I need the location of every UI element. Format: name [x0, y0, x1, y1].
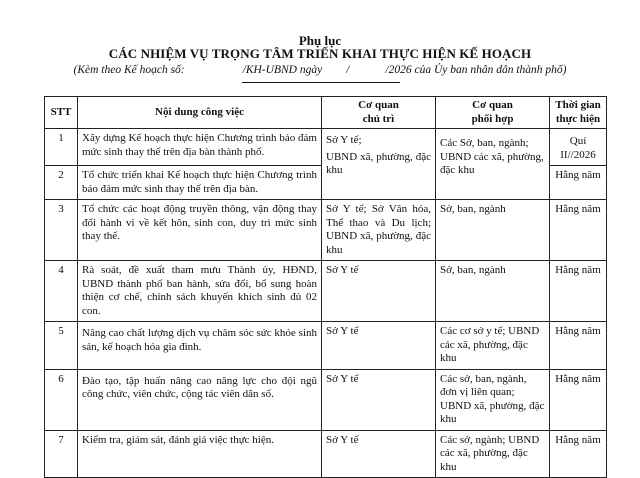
title-underline	[242, 82, 400, 83]
subtitle-number: /KH-UBND ngày	[242, 64, 323, 76]
table-row	[45, 261, 607, 322]
row-stt: 6	[45, 369, 78, 430]
row-coop-agency: Các sở, ngành; UBND các xã, phường, đặc khu	[436, 430, 550, 478]
table-row	[45, 322, 607, 370]
row-stt: 4	[45, 261, 78, 322]
row-lead-line1: Sở Y tế;	[326, 134, 362, 146]
header-time-line2: thực hiện	[555, 112, 601, 125]
table-header-row	[45, 97, 607, 129]
subtitle-prefix: (Kèm theo Kế hoạch số:	[73, 64, 185, 76]
header-coop-line2: phối hợp	[471, 112, 514, 125]
row-time: Hằng năm	[550, 261, 607, 322]
header-lead-agency	[322, 97, 436, 129]
row-content: Rà soát, đề xuất tham mưu Thành ủy, HĐND, UBND thành phố ban hành, sửa đổi, bổ sung hoàn thiện cơ chế, chính sách khuyến khích sinh đủ 02 con.	[78, 261, 322, 322]
row-coop-agency: Sở, ban, ngành	[436, 261, 550, 322]
row-stt: 2	[45, 166, 78, 200]
row-content: Xây dựng Kế hoạch thực hiện Chương trình bảo đảm mức sinh thay thế trên địa bàn thành phố.	[78, 129, 322, 166]
subtitle-slash: /	[346, 64, 350, 76]
row-lead-agency: Sở Y tế	[322, 322, 436, 370]
row-stt: 1	[45, 129, 78, 166]
subtitle-suffix: /2026 của Ủy ban nhân dân thành phố)	[385, 64, 567, 76]
header-time	[550, 97, 607, 129]
header-time-line1: Thời gian	[555, 99, 601, 111]
header-lead-line2: chủ trì	[362, 112, 395, 125]
row-stt: 3	[45, 200, 78, 261]
header-coop-agency	[436, 97, 550, 129]
table-row	[45, 430, 607, 478]
row-content: Đào tạo, tập huấn nâng cao năng lực cho đội ngũ công chức, viên chức, cộng tác viên dân số.	[78, 369, 322, 430]
header-coop-line1: Cơ quan	[472, 99, 513, 111]
row-coop-agency: Các Sở, ban, ngành; UBND các xã, phường, đặc khu	[436, 129, 550, 200]
row-content: Kiểm tra, giám sát, đánh giá việc thực hiện.	[78, 430, 322, 478]
document-subtitle	[0, 64, 640, 76]
row-time: Hằng năm	[550, 430, 607, 478]
row-content: Tổ chức triển khai Kế hoạch thực hiện Chương trình bảo đảm mức sinh thay thế trên địa bàn.	[78, 166, 322, 200]
row-time: Hằng năm	[550, 166, 607, 200]
row-lead-line2: UBND xã, phường, đặc khu	[326, 150, 431, 176]
row-lead-agency	[322, 129, 436, 200]
row-lead-agency: Sở Y tế	[322, 261, 436, 322]
appendix-label: Phụ lục	[298, 33, 342, 48]
row-coop-agency: Các cơ sở y tế; UBND các xã, phường, đặc khu	[436, 322, 550, 370]
row-time: Hằng năm	[550, 322, 607, 370]
header-content: Nội dung công việc	[78, 97, 322, 129]
document-title: CÁC NHIỆM VỤ TRỌNG TÂM TRIỂN KHAI THỰC HIỆN KẾ HOẠCH	[108, 46, 532, 61]
tasks-table	[44, 96, 607, 478]
header-lead-line1: Cơ quan	[358, 99, 399, 111]
row-content: Tổ chức các hoạt động truyền thông, vận động thay đổi hành vi về kết hôn, sinh con, duy trì mức sinh thay thế.	[78, 200, 322, 261]
row-lead-agency: Sở Y tế; Sở Văn hóa, Thể thao và Du lịch; UBND xã, phường, đặc khu	[322, 200, 436, 261]
row-time: Hằng năm	[550, 200, 607, 261]
row-stt: 7	[45, 430, 78, 478]
header-stt: STT	[45, 97, 78, 129]
row-stt: 5	[45, 322, 78, 370]
row-time: Quí II//2026	[550, 129, 607, 166]
table-row	[45, 369, 607, 430]
row-coop-agency: Các sở, ban, ngành, đơn vị liên quan; UBND xã, phường, đặc khu	[436, 369, 550, 430]
table-row	[45, 200, 607, 261]
row-lead-agency: Sở Y tế	[322, 430, 436, 478]
row-content: Nâng cao chất lượng dịch vụ chăm sóc sức khỏe sinh sản, kế hoạch hóa gia đình.	[78, 322, 322, 370]
row-time: Hằng năm	[550, 369, 607, 430]
table-row	[45, 129, 607, 166]
row-coop-agency: Sở, ban, ngành	[436, 200, 550, 261]
row-lead-agency: Sở Y tế	[322, 369, 436, 430]
